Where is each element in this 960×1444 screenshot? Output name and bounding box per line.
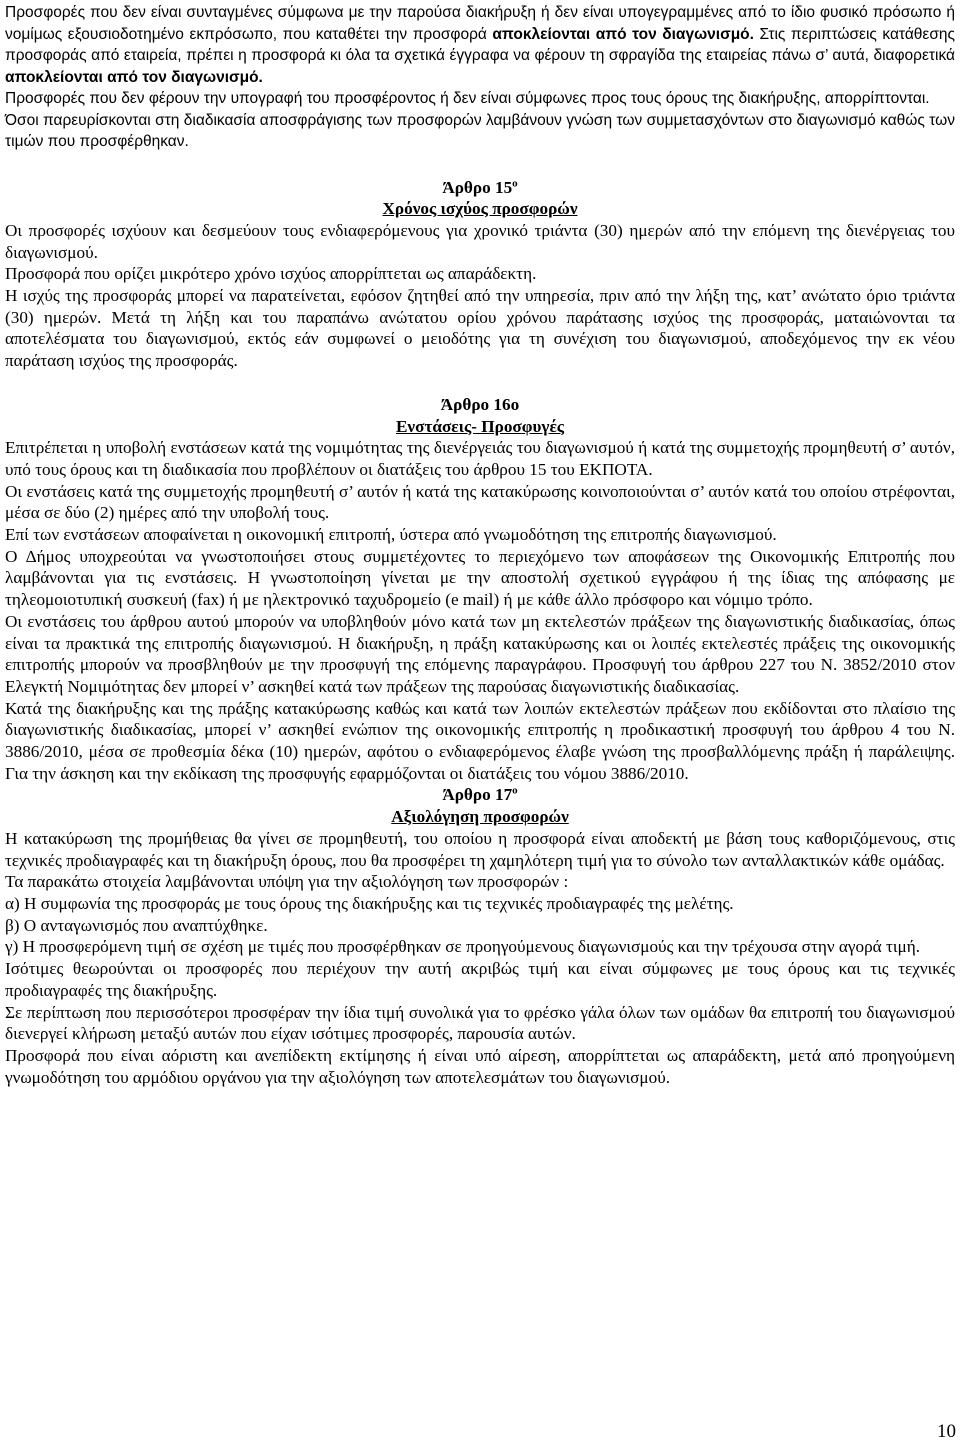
article-heading xyxy=(5,784,955,827)
paragraph: Η ισχύς της προσφοράς μπορεί να παρατείνεται, εφόσον ζητηθεί από την υπηρεσία, πριν από την λήξη της, κατ’ ανώτατο όριο τριάντα (30) ημερών. Μετά τη λήξη και του παραπάνω ανώτατου ορίου χρόνου παράτασης ισχύος της προσφοράς, ματαιώνονται τα αποτελέσματα του διαγωνισμού, εκτός εάν συμφωνεί ο μειοδότης για τη συνέχιση του διαγωνισμού, αποδεχόμενος την εκ νέου παράταση ισχύος της προσφοράς. xyxy=(5,286,955,371)
paragraph: Επιτρέπεται η υποβολή ενστάσεων κατά της νομιμότητας της διενέργειάς του διαγωνισμού ή κατά της συμμετοχής προμηθευτή σ’ αυτόν, υπό τους όρους και τη διαδικασία που προβλέπουν οι διατάξεις του άρθρου 15 του ΕΚΠΟΤΑ. xyxy=(5,438,955,479)
paragraph: Ισότιμες θεωρούνται οι προσφορές που περιέχουν την αυτή ακριβώς τιμή και είναι σύμφωνες με τους όρους και τις τεχνικές προδιαγραφές της διακήρυξης. xyxy=(5,959,955,1000)
document-page xyxy=(5,0,955,1088)
bold-text: αποκλείονται από τον διαγωνισμό. xyxy=(492,25,754,43)
list-item: γ) Η προσφερόμενη τιμή σε σχέση με τιμές που προσφέρθηκαν σε προηγούμενους διαγωνισμούς και την τρέχουσα στην αγορά τιμή. xyxy=(5,937,921,957)
paragraph: Επί των ενστάσεων αποφαίνεται η οικονομική επιτροπή, ύστερα από γνωμοδότηση της επιτροπής διαγωνισμού. xyxy=(5,525,777,545)
article-subtitle: Ενστάσεις- Προσφυγές xyxy=(395,416,565,436)
paragraph: Προσφορά που ορίζει μικρότερο χρόνο ισχύος απορρίπτεται ως απαράδεκτη. xyxy=(5,264,537,284)
article-title: Άρθρο $17^o$ xyxy=(442,784,518,805)
list-item: α) Η συμφωνία της προσφοράς με τους όρους της διακήρυξης και τις τεχνικές προδιαγραφές της μελέτης. xyxy=(5,894,734,913)
paragraph: Οι ενστάσεις του άρθρου αυτού μπορούν να υποβληθούν μόνο κατά των μη εκτελεστών πράξεων της διαγωνιστικής διαδικασίας, όπως είναι τα πρακτικά της επιτροπής διαγωνισμού. Η διακήρυξη, η πράξη κατακύρωσης και οι λοιπές εκτελεστές πράξεις της οικονομικής επιτροπής μπορούν να προσβληθούν με την προσφυγή της επόμενης παραγράφου. Προσφυγή του άρθρου 227 του Ν. 3852/2010 στον Ελεγκτή Νομιμότητας δεν μπορεί ν’ ασκηθεί κατά των πράξεων της παρούσας διαγωνιστικής διαδικασίας. xyxy=(5,611,955,696)
paragraph: Προσφορές που δεν φέρουν την υπογραφή του προσφέροντος ή δεν είναι σύμφωνες προς τους όρους της διακήρυξης, απορρίπτονται. xyxy=(5,90,930,107)
article-subtitle: Αξιολόγηση προσφορών xyxy=(391,807,569,827)
bold-text: αποκλείονται από τον διαγωνισμό. xyxy=(5,68,263,86)
text-run: Προσφορές που δεν είναι συνταγμένες σύμφωνα με την παρούσα διακήρυξη ή δεν είναι υπογεγραμμένες από το ίδιο φυσικό πρόσωπο ή νομίμως εξουσιοδοτημένο εκπρόσωπο, που καταθέτει την προσφορά xyxy=(5,4,955,43)
article-heading xyxy=(5,394,955,437)
paragraph xyxy=(5,2,955,88)
page-number: 10 xyxy=(937,1421,956,1442)
paragraph: Η κατακύρωση της προμήθειας θα γίνει σε προμηθευτή, του οποίου η προσφορά είναι αποδεκτή με βάση τους καθοριζόμενους, στις τεχνικές προδιαγραφές και τη διακήρυξη όρους, που θα προσφέρει τη χαμηλότερη τιμή για το σύνολο των ανταλλακτικών κάθε ομάδας. xyxy=(5,828,955,870)
article-17 xyxy=(5,784,955,1088)
intro-section xyxy=(5,2,955,153)
article-15 xyxy=(5,177,955,372)
paragraph: Κατά της διακήρυξης και της πράξης κατακύρωσης καθώς και κατά των λοιπών εκτελεστών πράξεων που εκδίδονται στο πλαίσιο της διαγωνιστικής διαδικασίας, μπορεί ν’ ασκηθεί ενώπιον της οικονομικής επιτροπής η προδικαστική προσφυγή του άρθρου 4 του Ν. 3886/2010, μέσα σε προθεσμία δέκα (10) ημερών, αφότου ο ενδιαφερόμενος έλαβε γνώση της προσβαλλόμενης πράξη ή παράλειψης. Για την άσκηση και την εκδίκαση της προσφυγής εφαρμόζονται οι διατάξεις του νόμου 3886/2010. xyxy=(5,698,955,783)
paragraph: Όσοι παρευρίσκονται στη διαδικασία αποσφράγισης των προσφορών λαμβάνουν γνώση των συμμετασχόντων στο διαγωνισμό καθώς των τιμών που προσφέρθηκαν. xyxy=(5,111,955,150)
superscript: ο xyxy=(512,176,518,189)
paragraph: Οι προσφορές ισχύουν και δεσμεύουν τους ενδιαφερόμενους για χρονικό τριάντα (30) ημερών από την επόμενη της διενέργειας του διαγωνισμού. xyxy=(5,220,955,262)
paragraph: Τα παρακάτω στοιχεία λαμβάνονται υπόψη για την αξιολόγηση των προσφορών : xyxy=(5,872,569,892)
list-item: β) Ο ανταγωνισμός που αναπτύχθηκε. xyxy=(5,915,268,935)
article-title: Άρθρο $15^o$ xyxy=(442,176,518,197)
paragraph: Σε περίπτωση που περισσότεροι προσφέραν την ίδια τιμή συνολικά για το φρέσκο γάλα όλων των ομάδων θα επιτροπή του διαγωνισμού διενεργεί κλήρωση μεταξύ αυτών που είχαν ισότιμες προσφορές, παρουσία αυτών. xyxy=(5,1002,955,1044)
paragraph: Οι ενστάσεις κατά της συμμετοχής προμηθευτή σ’ αυτόν ή κατά της κατακύρωσης κοινοποιούνται σ’ αυτόν κατά του οποίου στρέφονται, μέσα σε δύο (2) ημέρες από την υποβολή τους. xyxy=(5,481,955,523)
article-subtitle: Χρόνος ισχύος προσφορών xyxy=(382,199,578,219)
paragraph: Ο Δήμος υποχρεούται να γνωστοποιήσει στους συμμετέχοντες το περιεχόμενο των αποφάσεων της Οικονομικής Επιτροπής που λαμβάνονται για τις ενστάσεις. Η γνωστοποίηση γίνεται με την αποστολή σχετικού εγγράφου ή της ίδιας της απόφασης με τηλεομοιοτυπική συσκευή (fax) ή με ηλεκτρονικό ταχυδρομείο (e mail) ή με κάθε άλλο πρόσφορο και νόμιμο τρόπο. xyxy=(5,546,955,610)
article-16 xyxy=(5,394,955,785)
text-run: Στις περιπτώσεις κατάθεσης προσφοράς από εταιρεία, πρέπει η προσφορά κι όλα τα σχετικά έγγραφα να φέρουν τη σφραγίδα της εταιρείας πάνω σ’ αυτά, διαφορετικά xyxy=(5,25,955,64)
article-title: Άρθρο 16ο xyxy=(440,394,520,414)
article-heading xyxy=(5,177,955,220)
paragraph: Προσφορά που είναι αόριστη και ανεπίδεκτη εκτίμησης ή είναι υπό αίρεση, απορρίπτεται ως απαράδεκτη, μετά από προηγούμενη γνωμοδότηση του αρμόδιου οργάνου για την αξιολόγηση των αποτελεσμάτων του διαγωνισμού. xyxy=(5,1045,955,1087)
superscript: ο xyxy=(512,784,518,797)
